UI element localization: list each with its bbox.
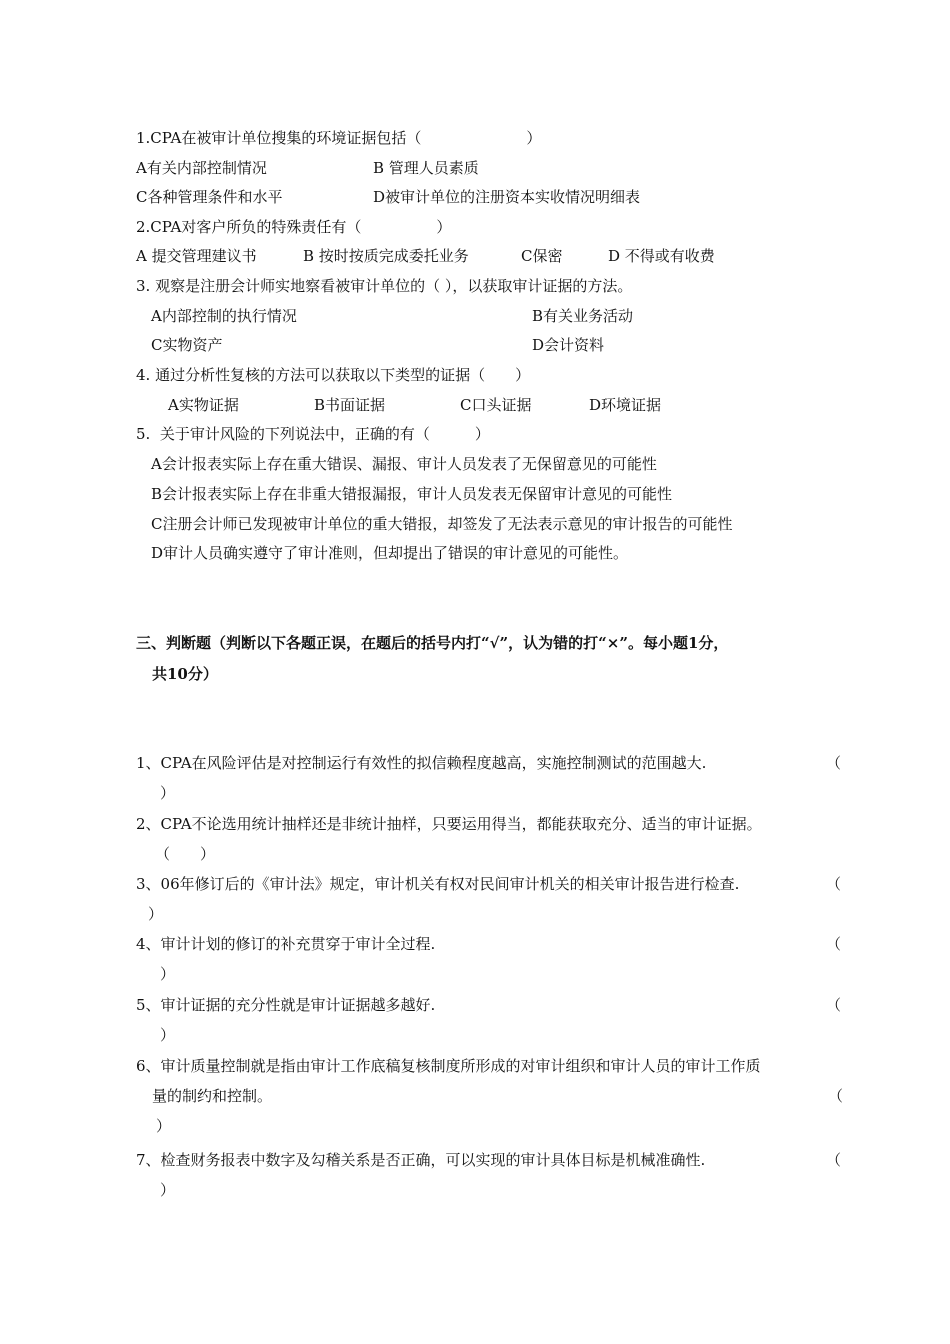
question-3: 3. 观察是注册会计师实地察看被审计单位的（ ），以获取审计证据的方法。 xyxy=(136,277,633,295)
question-5: 5. 关于审计风险的下列说法中，正确的有（ ） xyxy=(136,425,490,443)
question-2: 2.CPA对客户所负的特殊责任有（ ） xyxy=(136,218,452,236)
option-2d: D 不得或有收费 xyxy=(608,247,715,265)
option-1d: D被审计单位的注册资本实收情况明细表 xyxy=(373,188,641,206)
question-4: 4. 通过分析性复核的方法可以获取以下类型的证据（ ） xyxy=(136,366,531,384)
option-3c: C实物资产 xyxy=(151,336,223,354)
option-5c: C注册会计师已发现被审计单位的重大错报，却签发了无法表示意见的审计报告的可能性 xyxy=(151,515,733,533)
tf-item-7: 7、检查财务报表中数字及勾稽关系是否正确，可以实现的审计具体目标是机械准确性. xyxy=(136,1151,706,1169)
option-2c: C保密 xyxy=(521,247,563,265)
option-4c: C口头证据 xyxy=(460,396,532,414)
tf-item-3: 3、06年修订后的《审计法》规定，审计机关有权对民间审计机关的相关审计报告进行检查. xyxy=(136,875,740,893)
option-5a: A会计报表实际上存在重大错误、漏报、审计人员发表了无保留意见的可能性 xyxy=(151,455,657,473)
option-1a: A有关内部控制情况 xyxy=(136,159,267,177)
section-3-heading-cont: 共10分） xyxy=(152,665,218,683)
tf-item-7-paren-open: （ xyxy=(826,1151,842,1169)
tf-item-5-paren-open: （ xyxy=(826,996,842,1014)
option-3b: B有关业务活动 xyxy=(532,307,634,325)
tf-item-4: 4、审计计划的修订的补充贯穿于审计全过程. xyxy=(136,935,436,953)
option-2a: A 提交管理建议书 xyxy=(136,247,257,265)
option-4a: A实物证据 xyxy=(168,396,239,414)
option-5b: B会计报表实际上存在非重大错报漏报，审计人员发表无保留审计意见的可能性 xyxy=(151,485,673,503)
question-1: 1.CPA在被审计单位搜集的环境证据包括（ ） xyxy=(136,129,542,147)
option-1c: C各种管理条件和水平 xyxy=(136,188,283,206)
tf-item-5: 5、审计证据的充分性就是审计证据越多越好. xyxy=(136,996,436,1014)
option-3d: D会计资料 xyxy=(532,336,605,354)
tf-item-4-paren-open: （ xyxy=(826,935,842,953)
section-3-heading: 三、判断题（判断以下各题正误，在题后的括号内打“√”，认为错的打“×”。每小题1分， xyxy=(136,634,729,652)
tf-item-2-paren: （ ） xyxy=(155,845,216,863)
option-4d: D环境证据 xyxy=(589,396,662,414)
option-5d: D审计人员确实遵守了审计准则，但却提出了错误的审计意见的可能性。 xyxy=(151,544,629,562)
option-2b: B 按时按质完成委托业务 xyxy=(303,247,469,265)
tf-item-3-paren-close: ） xyxy=(148,905,164,923)
option-3a: A内部控制的执行情况 xyxy=(151,307,297,325)
tf-item-7-paren-close: ） xyxy=(160,1181,176,1199)
tf-item-1: 1、CPA在风险评估是对控制运行有效性的拟信赖程度越高，实施控制测试的范围越大. xyxy=(136,754,707,772)
tf-item-6-paren-open: （ xyxy=(828,1087,844,1105)
tf-item-1-paren-open: （ xyxy=(826,754,842,772)
tf-item-3-paren-open: （ xyxy=(826,875,842,893)
tf-item-6-paren-close: ） xyxy=(156,1117,172,1135)
tf-item-1-paren-close: ） xyxy=(160,784,176,802)
option-4b: B书面证据 xyxy=(314,396,386,414)
tf-item-6-cont: 量的制约和控制。 xyxy=(152,1087,273,1105)
tf-item-6: 6、审计质量控制就是指由审计工作底稿复核制度所形成的对审计组织和审计人员的审计工作质 xyxy=(136,1057,761,1075)
option-1b: B 管理人员素质 xyxy=(373,159,479,177)
tf-item-5-paren-close: ） xyxy=(160,1026,176,1044)
tf-item-2: 2、CPA不论选用统计抽样还是非统计抽样，只要运用得当，都能获取充分、适当的审计证据。 xyxy=(136,815,762,833)
tf-item-4-paren-close: ） xyxy=(160,965,176,983)
